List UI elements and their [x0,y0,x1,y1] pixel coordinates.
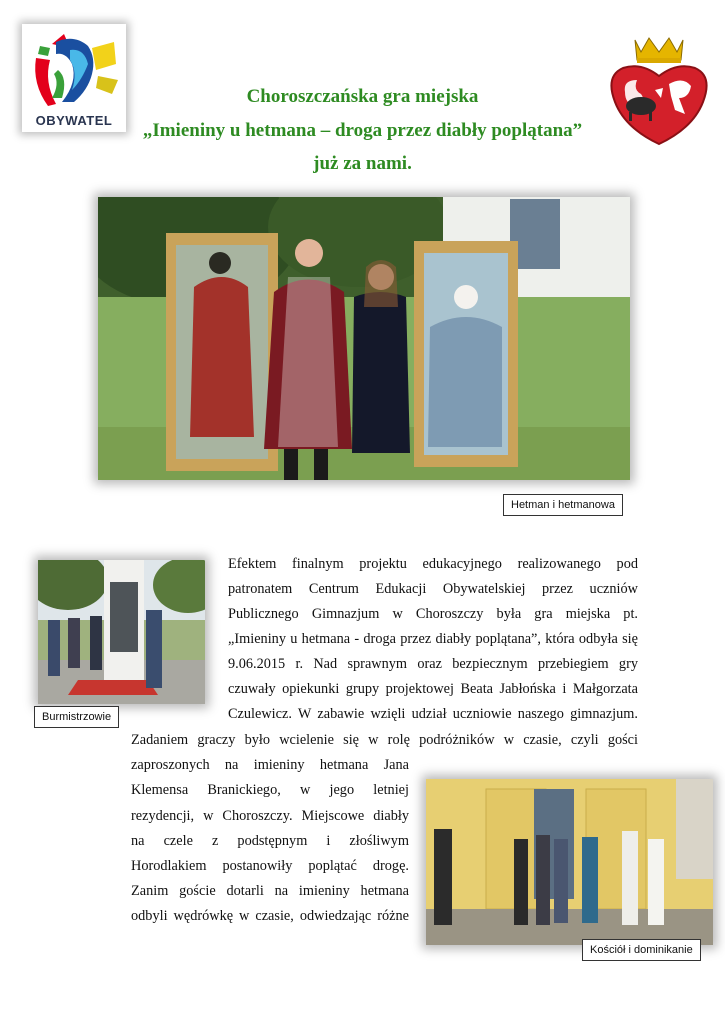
body-text-line: Publicznego Gimnazjum w Choroszczy była gra miejska pt. [228,606,638,622]
page-subtitle-end: już za nami. [313,153,412,174]
body-text-line: Zadaniem graczy było wcielenie się w rolę podróżników w czasie, czyli gości [131,732,638,748]
photo-kosciol-dominikanie [426,779,713,945]
photo-hetman-hetmanowa [98,197,630,480]
caption-hetman: Hetman i hetmanowa [503,494,623,516]
obywatel-logo [22,24,126,132]
obywatel-logo-text: OBYWATEL [35,113,113,128]
body-text-line: odbyli wędrówkę w czasie, odwiedzając różne [131,908,409,924]
body-text-line: „Imieniny u hetmana - droga przez diabły poplątana”, która odbyła się [228,631,638,647]
body-text-line: Efektem finalnym projektu edukacyjnego realizowanego pod [228,556,638,572]
body-text-line: rezydencji, w Choroszczy. Miejscowe diabły [131,808,409,824]
body-text-line: Horodlakiem postanowiły poplątać drogę. [131,858,409,874]
body-text-line: Czulewicz. W zabawie wzięli udział uczniowie naszego gimnazjum. [228,706,638,722]
caption-burmistrzowie: Burmistrzowie [34,706,119,728]
body-text-line: 9.06.2015 r. Nad sprawnym oraz bezpiecznym przebiegiem gry [228,656,638,672]
caption-kosciol: Kościół i dominikanie [582,939,701,961]
page-title: Choroszczańska gra miejska [246,86,479,107]
body-text-line: zaproszonych na imieniny hetmana Jana [131,757,409,773]
body-text-line: na czele z podstępnym i złośliwym [131,833,409,849]
photo-burmistrzowie [38,560,205,704]
body-text-line: Zanim goście dotarli na imieniny hetmana [131,883,409,899]
body-text-line: patronatem Centrum Edukacji Obywatelskiej przez uczniów [228,581,638,597]
page-subtitle: „Imieniny u hetmana – droga przez diabły poplątana” [142,120,583,141]
body-text-line: czuwały opiekunki grupy projektowej Beata Jabłońska i Małgorzata [228,681,638,697]
body-text-line: Klemensa Branickiego, w jego letniej [131,782,409,798]
